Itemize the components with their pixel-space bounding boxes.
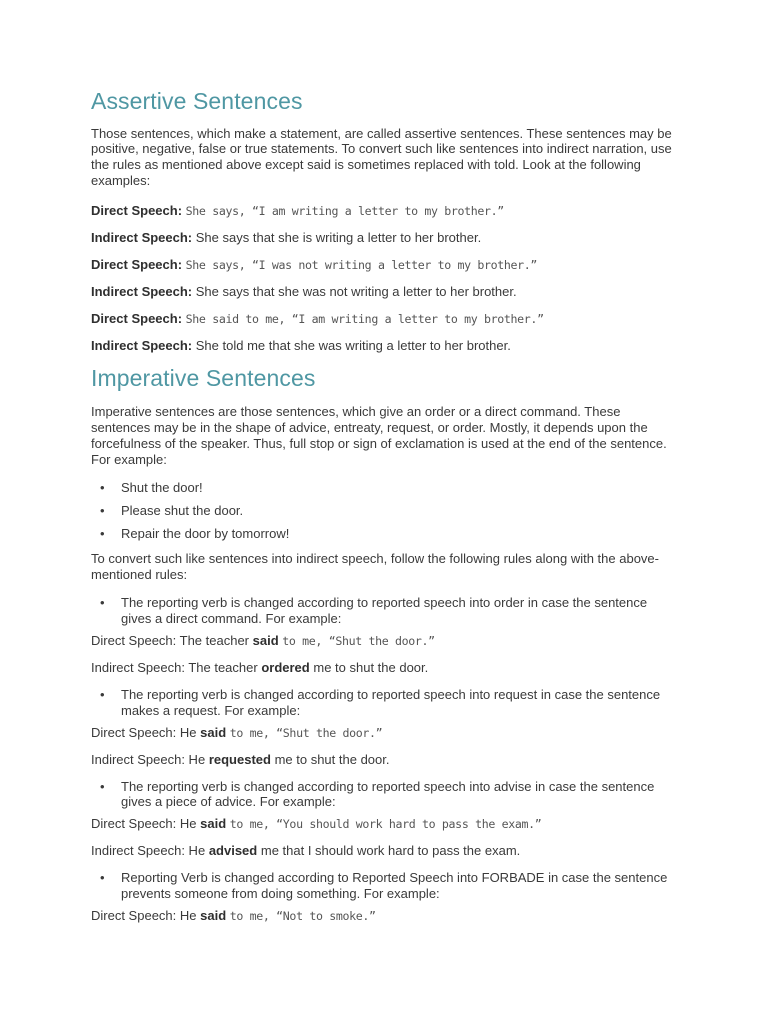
example-prefix: Direct Speech: He [91,907,197,923]
rule-list [91,595,678,627]
example-rest: me that I should work hard to pass the exam. [260,843,521,859]
direct-speech-example [91,633,678,649]
reporting-verb: said [200,816,227,832]
speech-text: She says that she was not writing a letter to her brother. [195,283,517,299]
reporting-verb: advised [208,843,258,859]
list-item [91,503,678,519]
speech-label: Indirect Speech: [91,337,193,353]
list-item [91,480,678,496]
rule-text: The reporting verb is changed according to reported speech into order in case the sentence gives a direct command. For example: [121,595,648,627]
bullet-icon: • [100,778,105,794]
example-rest: me to shut the door. [313,659,429,675]
rule-list [91,870,678,902]
speech-text: She says, “I was not writing a letter to my brother.” [185,257,538,272]
assertive-example-line [91,203,678,219]
convert-rules-paragraph: To convert such like sentences into indirect speech, follow the following rules along with the above-mentioned rules: [91,550,659,582]
list-item-text: Shut the door! [121,479,203,495]
assertive-example-line [91,338,678,354]
speech-text: She told me that she was writing a letter to her brother. [195,337,511,353]
assertive-example-line [91,257,678,273]
rule-list [91,687,678,719]
assertive-example-line [91,311,678,327]
indirect-speech-example [91,843,678,859]
assertive-example-line [91,230,678,246]
example-prefix: Direct Speech: The teacher [91,632,250,648]
example-prefix: Indirect Speech: He [91,751,206,767]
imperative-example-list [91,480,678,542]
bullet-icon: • [100,870,105,886]
bullet-icon: • [100,479,105,495]
reporting-verb: ordered [261,659,310,675]
example-prefix: Indirect Speech: He [91,843,206,859]
list-item-text: Please shut the door. [121,502,244,518]
direct-speech-example [91,908,678,924]
bullet-icon: • [100,686,105,702]
speech-text: She says that she is writing a letter to her brother. [195,229,482,245]
speech-label: Direct Speech: [91,256,183,272]
indirect-speech-example [91,660,678,676]
speech-label: Indirect Speech: [91,283,193,299]
rule-text: The reporting verb is changed according to reported speech into request in case the sentence makes a request. For example: [121,686,661,718]
rule-list [91,779,678,811]
direct-speech-example [91,816,678,832]
speech-label: Direct Speech: [91,310,183,326]
reporting-verb: said [200,724,227,740]
direct-speech-example [91,725,678,741]
bullet-icon: • [100,525,105,541]
rule-item [91,595,678,627]
speech-text: She said to me, “I am writing a letter to my brother.” [185,311,544,326]
speech-text: She says, “I am writing a letter to my brother.” [185,203,504,218]
speech-label: Direct Speech: [91,202,183,218]
reporting-verb: said [200,907,227,923]
example-rest: to me, “Not to smoke.” [229,908,376,923]
example-prefix: Direct Speech: He [91,816,197,832]
bullet-icon: • [100,502,105,518]
rule-item [91,870,678,902]
example-rest: to me, “You should work hard to pass the exam.” [229,817,542,832]
speech-label: Indirect Speech: [91,229,193,245]
rule-item [91,687,678,719]
heading-imperative-sentences: Imperative Sentences [91,364,316,391]
assertive-intro-paragraph: Those sentences, which make a statement, are called assertive sentences. These sentences may be positive, negative, false or true statements. To convert such like sentences into indirect narration, use the rules as mentioned above except said is sometimes replaced with told. Look at the following examples: [91,125,672,188]
list-item [91,526,678,542]
assertive-example-line [91,284,678,300]
example-rest: to me, “Shut the door.” [282,633,435,648]
example-rest: me to shut the door. [274,751,390,767]
imperative-intro-paragraph: Imperative sentences are those sentences, which give an order or a direct command. These sentences may be in the shape of advice, entreaty, request, or order. Mostly, it depends upon the forcefulness of the speaker. Thus, full stop or sign of exclamation is used at the end of the sentence. For example: [91,404,667,467]
rule-item [91,779,678,811]
indirect-speech-example [91,752,678,768]
example-prefix: Direct Speech: He [91,724,197,740]
rule-text: Reporting Verb is changed according to Reported Speech into FORBADE in case the sentence prevents someone from doing something. For example: [121,870,668,901]
rule-text: The reporting verb is changed according to reported speech into advise in case the sentence gives a piece of advice. For example: [121,778,655,810]
list-item-text: Repair the door by tomorrow! [121,525,290,541]
bullet-icon: • [100,595,105,611]
heading-assertive-sentences: Assertive Sentences [91,88,303,114]
example-rest: to me, “Shut the door.” [229,725,383,740]
example-prefix: Indirect Speech: The teacher [91,659,258,675]
reporting-verb: requested [208,751,271,767]
reporting-verb: said [252,632,279,648]
